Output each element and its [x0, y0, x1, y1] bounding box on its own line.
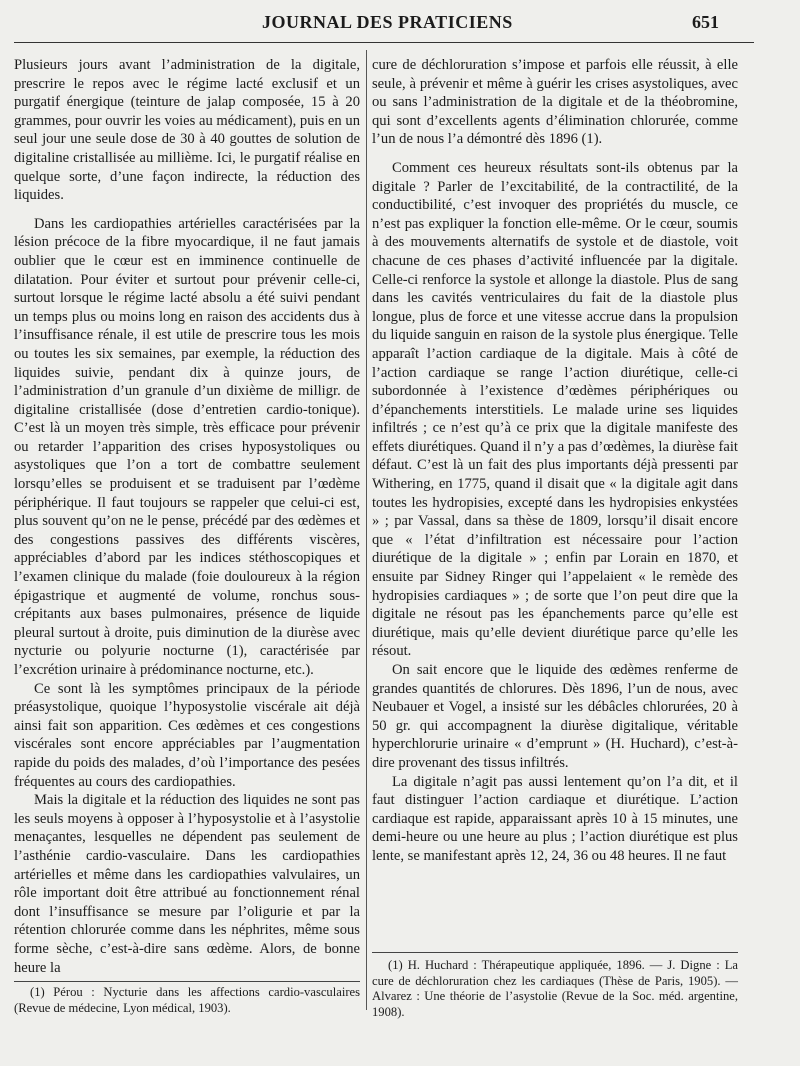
footnote: (1) Pérou : Nycturie dans les affections cardio-vasculaires (Revue de médecine, Lyon médical, 1903).: [14, 985, 360, 1015]
page-header: [0, 0, 800, 42]
right-footnotes: [372, 958, 738, 1020]
footnote: (1) H. Huchard : Thérapeutique appliquée, 1896. — J. Digne : La cure de déchloruration chez les cardiaques (Thèse de Paris, 1905). — Alvarez : Une théorie de l’asystolie (Revue de la Soc. méd. argentine, 1908).: [372, 958, 738, 1019]
paragraph: Dans les cardiopathies artérielles caractérisées par la lésion précoce de la fibre myocardique, il ne faut jamais oublier que le cœur est en imminence continuelle de dilatation. Pour éviter et surtout pour prévenir celle-ci, surtout lorsque le régime lacté absolu a été suivi pendant un temps plus ou moins long en raison des accidents dus à l’insuffisance rénale, il est utile de prescrire tous les mois ou toutes les six semaines, par exemple, la réduction des liquides suivie, pendant dix à quinze jours, de l’administration d’un granule d’un dixième de milligr. de digitaline cristallisée (dose d’entretien cardio-tonique). C’est là un moyen très simple, très efficace pour prévenir ou retarder l’apparition des crises hyposystoliques ou asystoliques que l’on a tort de combattre seulement lorsqu’elles se produisent et se traduisent par l’œdème périphérique. Il faut toujours se rappeler que celui-ci est, plus souvent qu’on ne le pense, précédé par des œdèmes et des congestions passives des différents viscères, appréciables d’abord par les indices stéthoscopiques et l’examen clinique du malade (foie douloureux à la région épigastrique et augmenté de volume, ronchus sous-crépitants aux bases pulmonaires, présence de liquide pleural surtout à droite, puis diminution de la diurèse avec nycturie ou polyurie nocturne (1), caractérisée par l’excrétion urinaire à prédominance nocturne, etc.).: [14, 215, 360, 678]
column-separator: [366, 50, 367, 1010]
paragraph: Plusieurs jours avant l’administration de la digitale, prescrire le repos avec le régime lacté exclusif et un purgatif énergique (teinture de jalap composée, 15 à 20 grammes, pour ouvrir les voies au médicament), puis en un seul jour une seule dose de 30 à 40 gouttes de solution de digitaline cristallisée au millième. Ici, le purgatif réalise en quelque sorte, d’une façon indirecte, la réduction des liquides.: [14, 57, 360, 204]
left-footnotes: [14, 985, 360, 1016]
paragraph: On sait encore que le liquide des œdèmes renferme de grandes quantités de chlorures. Dès 1896, l’un de nous, avec Neubauer et Vogel, a insisté sur les débâcles chlorurées, 20 à 50 gr. qui accompagnent la diurèse digitalique, véritable hyperchlorurie urinaire « d’emprunt » (H. Huchard), c’est-à-dire provenant des tissus infiltrés.: [372, 662, 738, 771]
paragraph: Ce sont là les symptômes principaux de la période préasystolique, quoique l’hyposystolie viscérale ait déjà ainsi fait son apparition. Ces œdèmes et ces congestions viscérales sont encore appréciables par l’augmentation rapide du poids des malades, d’où l’importance des pesées fréquentes au cours des cardiopathies.: [14, 680, 360, 790]
left-column: [14, 56, 360, 977]
header-rule: [14, 42, 754, 43]
right-column: [372, 56, 738, 866]
paragraph: cure de déchloruration s’impose et parfois elle réussit, à elle seule, à prévenir et même à guérir les crises asystoliques, avec ou sans l’administration de la digitale et de la théobromine, qui sont d’excellents agents d’élimination chlorurée, comme l’un de nous l’a démontré dès 1896 (1).: [372, 57, 738, 148]
journal-title: JOURNAL DES PRATICIENS: [262, 12, 513, 32]
footnote-rule: [372, 952, 738, 953]
paragraph: Comment ces heureux résultats sont-ils obtenus par la digitale ? Parler de l’excitabilité, de la contractilité, de la conductibilité, c’est invoquer des propriétés du muscle, ce n’est pas expliquer la fonction elle-même. Or le cœur, soumis à des mouvements alternatifs de systole et de diastole, voit chacune de ces phases d’activité influencée par la digitale. Celle-ci renforce la systole et allonge la diastole. Plus de sang dans les cavités ventriculaires du fait de la diastole plus longue, plus de force et une vitesse accrue dans la propulsion du liquide sanguin en raison de la systole plus énergique. Telle apparaît l’action cardiaque de la digitale. Mais à côté de l’action cardiaque se range l’action diurétique, celle-ci subordonnée à l’existence d’œdèmes périphériques ou d’épanchements interstitiels. Le malade urine ses liquides infiltrés ; ce n’est qu’à ce prix que la digitale manifeste des effets diurétiques. Quand il n’y a pas d’œdèmes, la diurèse fait défaut. C’est là un fait des plus importants déjà pressenti par Withering, en 1775, quand il disait que « la digitale agit dans toutes les hydropisies, excepté dans les hydropisies enkystées » ; par Vassal, dans sa thèse de 1809, lorsqu’il disait encore que « l’état d’infiltration est nécessaire pour l’action diurétique de la digitale » ; enfin par Lorain en 1870, et ensuite par Sidney Ringer qui l’appelaient « le remède des hydropisies cardiaques » ; de sorte que l’on peut dire que la digitale ne résout pas les épanchements parce qu’elle est diurétique, mais qu’elle devient diurétique parce qu’elle les résout.: [372, 159, 738, 660]
paragraph: Mais la digitale et la réduction des liquides ne sont pas les seuls moyens à opposer à l’hyposystolie et à l’asystolie menaçantes, lesquelles ne dépendent pas seulement de l’asthénie cardio-vasculaire. Dans les cardiopathies artérielles et même dans les cardiopathies valvulaires, un rôle important doit être attribué au fonctionnement rénal dont l’insuffisance se mesure par l’oligurie et par la rétention chlorurée comme dans les néphrites, même sous forme sèche, c’est-à-dire sans œdème. Alors, de bonne heure la: [14, 792, 360, 976]
paragraph: La digitale n’agit pas aussi lentement qu’on l’a dit, et il faut distinguer l’action cardiaque et diurétique. L’action cardiaque est rapide, apparaissant après 10 à 15 minutes, une demi-heure ou une heure au plus ; l’action diurétique est plus lente, se manifestant après 12, 24, 36 ou 48 heures. Il ne faut: [372, 773, 738, 864]
page-number: 651: [692, 12, 719, 32]
footnote-rule: [14, 981, 360, 982]
